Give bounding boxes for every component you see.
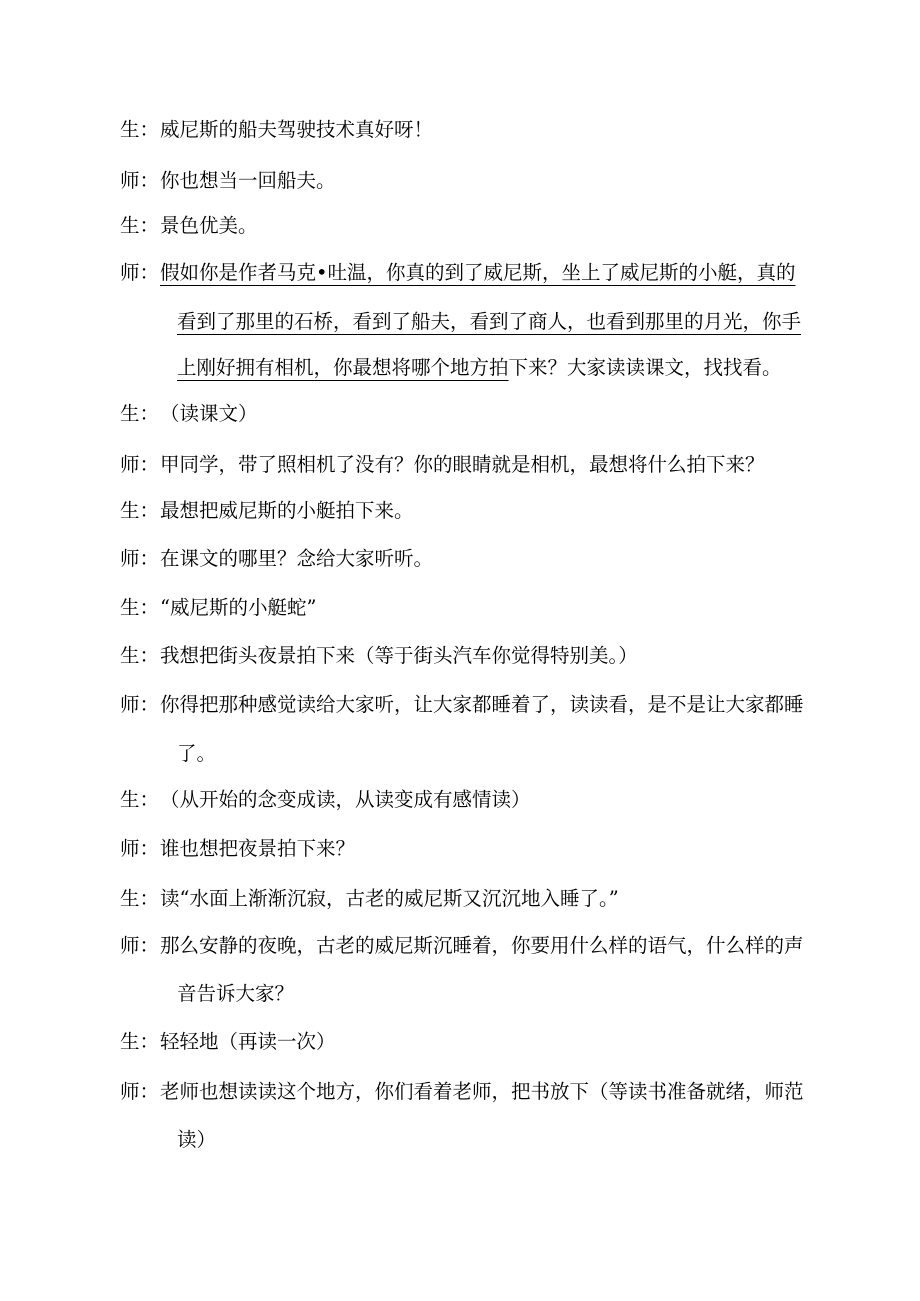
line-text: （读课文） <box>160 402 258 425</box>
speaker-label: 师： <box>120 453 160 476</box>
dialogue-line <box>120 257 840 289</box>
dialogue-line-continuation <box>120 352 840 384</box>
underlined-text: 假如你是作者马克•吐温，你真的到了威尼斯，坐上了威尼斯的小艇，真的 <box>160 261 796 284</box>
line-text: 在课文的哪里？念给大家听听。 <box>160 547 434 570</box>
speaker-label: 生： <box>120 214 160 237</box>
speaker-label: 师： <box>120 934 160 957</box>
speaker-label: 师： <box>120 837 160 860</box>
dialogue-line <box>120 210 840 242</box>
dialogue-line <box>120 398 840 430</box>
speaker-label: 生： <box>120 644 160 667</box>
dialogue-line <box>120 784 840 816</box>
line-text: （从开始的念变成读，从读变成有感情读） <box>160 788 531 811</box>
speaker-label: 生： <box>120 596 160 619</box>
underlined-text: 上刚好拥有相机，你最想将哪个地方拍 <box>177 356 509 379</box>
speaker-label: 生： <box>120 499 160 522</box>
dialogue-line <box>120 1026 840 1058</box>
line-text: 你也想当一回船夫。 <box>160 169 336 192</box>
line-text: 读） <box>177 1128 217 1151</box>
dialogue-line <box>120 833 840 865</box>
dialogue-line <box>120 114 840 146</box>
speaker-label: 师： <box>120 261 160 284</box>
speaker-label: 师： <box>120 547 160 570</box>
line-text: 下来？大家读读课文，找找看。 <box>508 356 782 379</box>
line-text: 了。 <box>177 742 217 765</box>
underlined-text: 看到了那里的石桥，看到了船夫，看到了商人，也看到那里的月光，你手 <box>177 310 802 333</box>
line-text: “威尼斯的小艇蛇” <box>160 596 317 619</box>
line-text: 景色优美。 <box>160 214 258 237</box>
dialogue-line-continuation <box>120 738 840 770</box>
speaker-label: 生： <box>120 1030 160 1053</box>
speaker-label: 生： <box>120 788 160 811</box>
dialogue-line <box>120 883 840 915</box>
dialogue-line <box>120 165 840 197</box>
line-text: 轻轻地（再读一次） <box>160 1030 336 1053</box>
line-text: 甲同学，带了照相机了没有？你的眼睛就是相机，最想将什么拍下来？ <box>160 453 765 476</box>
speaker-label: 师： <box>120 169 160 192</box>
dialogue-line <box>120 640 840 672</box>
line-text: 那么安静的夜晚，古老的威尼斯沉睡着，你要用什么样的语气，什么样的声 <box>160 934 804 957</box>
dialogue-line <box>120 495 840 527</box>
dialogue-line <box>120 543 840 575</box>
line-text: 读“水面上渐渐沉寂，古老的威尼斯又沉沉地入睡了。” <box>160 887 619 910</box>
speaker-label: 师： <box>120 693 160 716</box>
dialogue-line <box>120 592 840 624</box>
speaker-label: 生： <box>120 118 160 141</box>
line-text: 威尼斯的船夫驾驶技术真好呀！ <box>160 118 434 141</box>
dialogue-line-continuation <box>120 1124 840 1156</box>
line-text: 最想把威尼斯的小艇拍下来。 <box>160 499 414 522</box>
dialogue-line-continuation <box>120 978 840 1010</box>
line-text: 谁也想把夜景拍下来？ <box>160 837 356 860</box>
dialogue-line <box>120 930 840 962</box>
speaker-label: 生： <box>120 887 160 910</box>
dialogue-line <box>120 689 840 721</box>
line-text: 音告诉大家？ <box>177 982 295 1005</box>
line-text: 我想把街头夜景拍下来（等于街头汽车你觉得特别美。） <box>160 644 638 667</box>
dialogue-line-continuation <box>120 306 840 338</box>
dialogue-line <box>120 1076 840 1108</box>
speaker-label: 师： <box>120 1080 160 1103</box>
dialogue-line <box>120 449 840 481</box>
line-text: 老师也想读读这个地方，你们看着老师，把书放下（等读书准备就绪，师范 <box>160 1080 804 1103</box>
line-text: 你得把那种感觉读给大家听，让大家都睡着了，读读看，是不是让大家都睡 <box>160 693 804 716</box>
speaker-label: 生： <box>120 402 160 425</box>
